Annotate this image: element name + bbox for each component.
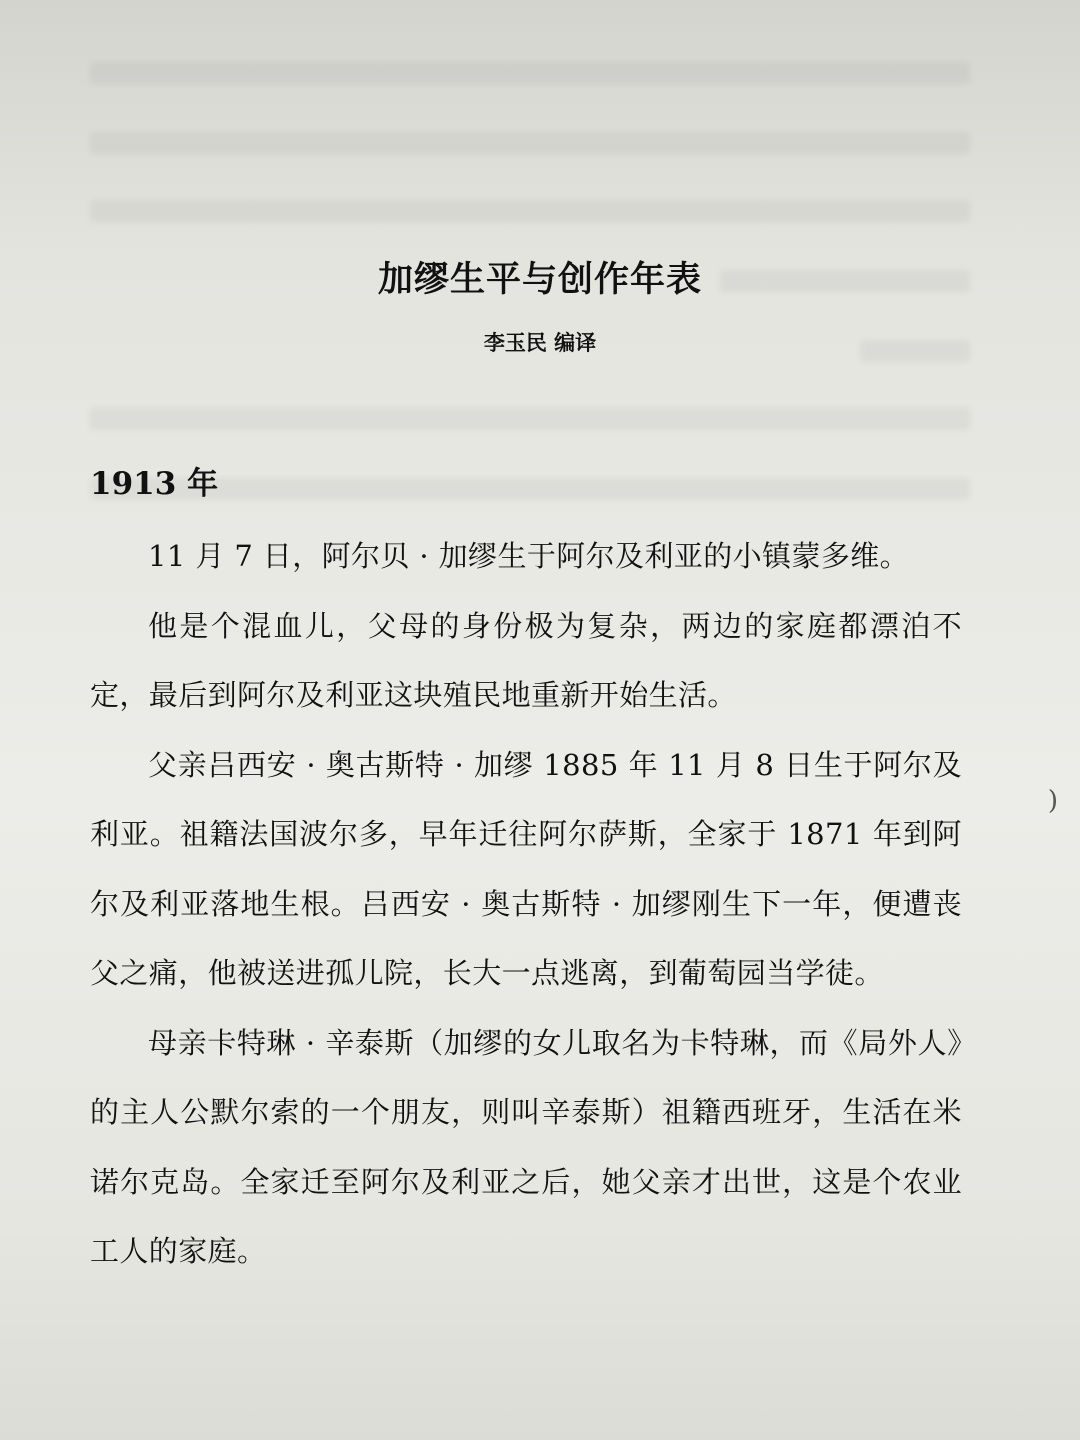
year-heading: 1913 年 — [90, 466, 219, 502]
paragraph: 母亲卡特琳 · 辛泰斯（加缪的女儿取名为卡特琳，而《局外人》的主人公默尔索的一个朋友，则叫辛泰斯）祖籍西班牙，生活在米诺尔克岛。全家迁至阿尔及利亚之后，她父亲才出世，这是个农业工人的家庭。 — [90, 1025, 962, 1268]
show-through — [90, 132, 970, 154]
show-through — [90, 408, 970, 430]
show-through — [90, 62, 970, 84]
page-edge-mark: ) — [1047, 786, 1058, 816]
paragraph: 父亲吕西安 · 奥古斯特 · 加缪 1885 年 11 月 8 日生于阿尔及利亚。祖籍法国波尔多，早年迁往阿尔萨斯，全家于 1871 年到阿尔及利亚落地生根。吕西安 · 奥古斯特 · 加缪刚生下一年，便遭丧父之痛，他被送进孤儿院，长大一点逃离，到葡萄园当学徒。 — [90, 747, 962, 990]
show-through — [90, 478, 970, 500]
paragraph: 11 月 7 日，阿尔贝 · 加缪生于阿尔及利亚的小镇蒙多维。 — [148, 539, 910, 573]
paragraph: 他是个混血儿，父母的身份极为复杂，两边的家庭都漂泊不定，最后到阿尔及利亚这块殖民地重新开始生活。 — [90, 608, 962, 712]
body-text — [90, 522, 962, 1287]
byline: 李玉民 编译 — [483, 330, 597, 355]
show-through — [90, 200, 970, 222]
page-title: 加缪生平与创作年表 — [377, 259, 702, 300]
